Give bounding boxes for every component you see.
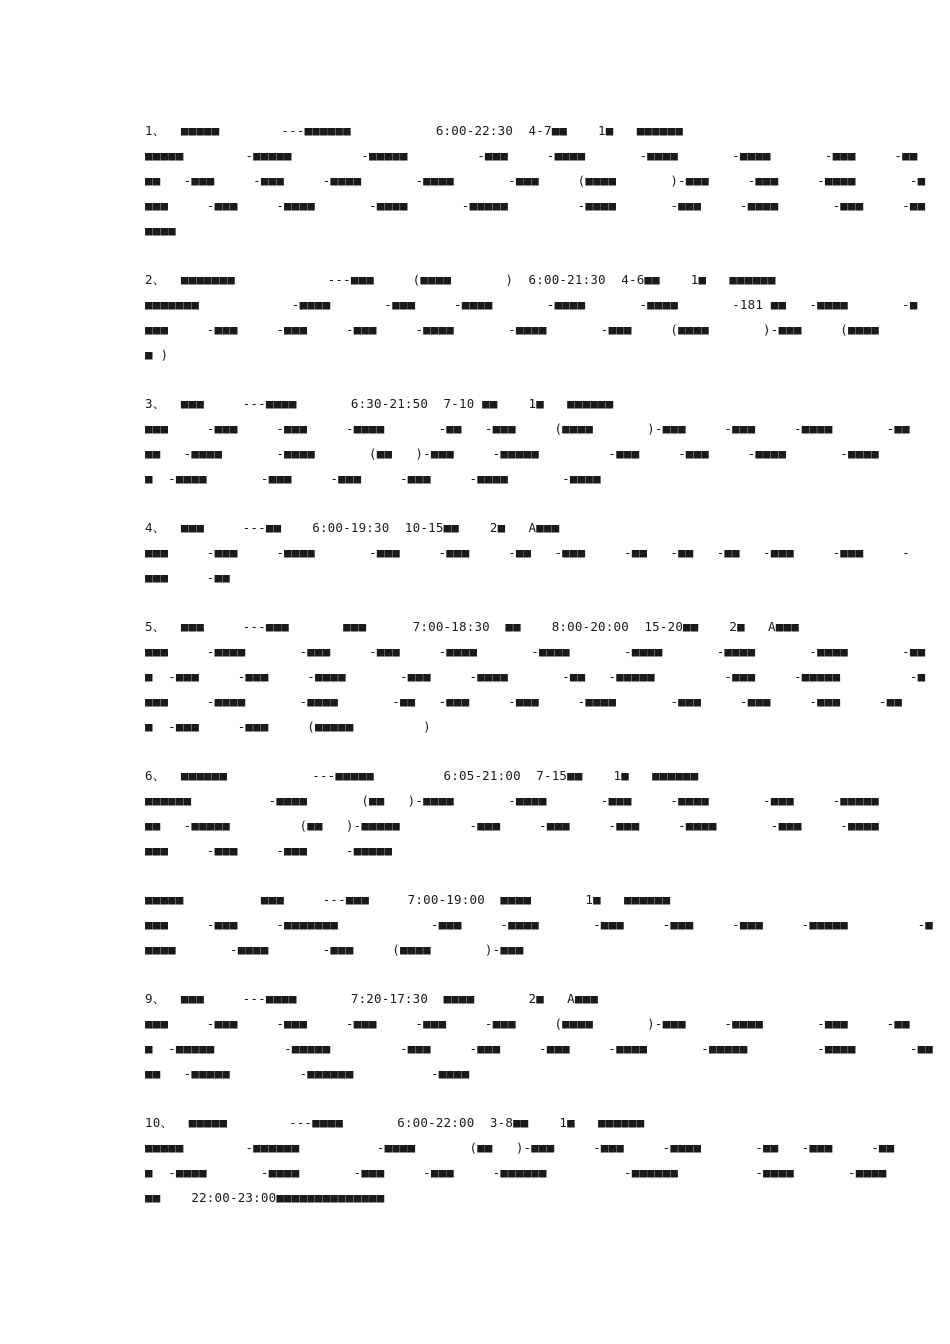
route-line: ■■■ -■■	[145, 570, 230, 585]
route-entry-1	[145, 118, 926, 243]
route-line: ■■■ -■■■ -■■■ -■■■■ -■■ -■■■ (■■■■ )-■■■ -■■■ -■■■■ -■■	[145, 421, 910, 436]
route-line: ■■■■■ ■■■ ---■■■ 7:00-19:00 ■■■■ 1■ ■■■■■■	[145, 892, 671, 907]
route-entry-7	[145, 887, 934, 962]
route-line: ■■ -■■■■ -■■■■ (■■ )-■■■ -■■■■■ -■■■ -■■■ -■■■■ -■■■■	[145, 446, 879, 461]
route-line: ■■ 22:00-23:00■■■■■■■■■■■■■■	[145, 1190, 385, 1205]
route-line: ■■ -■■■■■ -■■■■■■ -■■■■	[145, 1066, 470, 1081]
route-line: ■■■ -■■■ -■■■ -■■■ -■■■■ -■■■■ -■■■ (■■■■ )-■■■ (■■■■	[145, 322, 879, 337]
route-line: ■ )	[145, 347, 169, 362]
route-line: ■■■ -■■■■ -■■■ -■■■ -■■■■ -■■■■ -■■■■ -■■■■ -■■■■ -■■	[145, 644, 926, 659]
route-line: ■■ -■■■■■ (■■ )-■■■■■ -■■■ -■■■ -■■■ -■■■■ -■■■ -■■■■	[145, 818, 879, 833]
route-line: ■■■ -■■■ -■■■■ -■■■ -■■■ -■■ -■■■ -■■ -■■ -■■ -■■■ -■■■ -	[145, 545, 910, 560]
route-line: ■■■■■ -■■■■■ -■■■■■ -■■■ -■■■■ -■■■■ -■■■■ -■■■ -■■	[145, 148, 918, 163]
route-line: ■ -■■■■ -■■■■ -■■■ -■■■ -■■■■■■ -■■■■■■ -■■■■ -■■■■	[145, 1165, 887, 1180]
route-line: 1、 ■■■■■ ---■■■■■■ 6:00-22:30 4-7■■ 1■ ■■■■■■	[145, 123, 684, 138]
route-line: ■■■■■■ -■■■■ (■■ )-■■■■ -■■■■ -■■■ -■■■■ -■■■ -■■■■■	[145, 793, 879, 808]
route-line: ■■■ -■■■ -■■■ -■■■■■	[145, 843, 393, 858]
route-line: ■ -■■■■■ -■■■■■ -■■■ -■■■ -■■■ -■■■■ -■■■■■ -■■■■ -■■	[145, 1041, 934, 1056]
route-line: ■■■■ -■■■■ -■■■ (■■■■ )-■■■	[145, 942, 524, 957]
route-entry-4	[145, 515, 910, 590]
route-entry-5	[145, 614, 926, 739]
route-line: 3、 ■■■ ---■■■■ 6:30-21:50 7-10 ■■ 1■ ■■■■■■	[145, 396, 614, 411]
route-line: ■■■ -■■■ -■■■ -■■■ -■■■ -■■■ (■■■■ )-■■■ -■■■■ -■■■ -■■	[145, 1016, 910, 1031]
route-line: ■ -■■■■ -■■■ -■■■ -■■■ -■■■■ -■■■■	[145, 471, 601, 486]
route-line: ■■■■	[145, 223, 176, 238]
route-line: 4、 ■■■ ---■■ 6:00-19:30 10-15■■ 2■ A■■■	[145, 520, 560, 535]
route-line: 6、 ■■■■■■ ---■■■■■ 6:05-21:00 7-15■■ 1■ ■■■■■■	[145, 768, 699, 783]
route-entry-2	[145, 267, 918, 367]
document-body	[145, 118, 934, 1234]
route-line: ■■■ -■■■ -■■■■■■■ -■■■ -■■■■ -■■■ -■■■ -■■■ -■■■■■ -■	[145, 917, 934, 932]
route-line: 10、 ■■■■■ ---■■■■ 6:00-22:00 3-8■■ 1■ ■■■■■■	[145, 1115, 645, 1130]
route-line: ■■■ -■■■■ -■■■■ -■■ -■■■ -■■■ -■■■■ -■■■ -■■■ -■■■ -■■	[145, 694, 903, 709]
route-line: ■■■ -■■■ -■■■■ -■■■■ -■■■■■ -■■■■ -■■■ -■■■■ -■■■ -■■	[145, 198, 926, 213]
route-line: ■ -■■■ -■■■ -■■■■ -■■■ -■■■■ -■■ -■■■■■ -■■■ -■■■■■ -■	[145, 669, 926, 684]
route-line: ■■■■■ -■■■■■■ -■■■■ (■■ )-■■■ -■■■ -■■■■ -■■ -■■■ -■■	[145, 1140, 895, 1155]
route-entry-9	[145, 986, 934, 1086]
route-entry-10	[145, 1110, 895, 1210]
route-entry-3	[145, 391, 910, 491]
route-line: ■■■■■■■ -■■■■ -■■■ -■■■■ -■■■■ -■■■■ -181 ■■ -■■■■ -■	[145, 297, 918, 312]
route-line: 5、 ■■■ ---■■■ ■■■ 7:00-18:30 ■■ 8:00-20:00 15-20■■ 2■ A■■■	[145, 619, 799, 634]
route-entry-6	[145, 763, 879, 863]
route-line: 9、 ■■■ ---■■■■ 7:20-17:30 ■■■■ 2■ A■■■	[145, 991, 599, 1006]
route-line: ■ -■■■ -■■■ (■■■■■ )	[145, 719, 431, 734]
route-line: 2、 ■■■■■■■ ---■■■ (■■■■ ) 6:00-21:30 4-6■■ 1■ ■■■■■■	[145, 272, 776, 287]
route-line: ■■ -■■■ -■■■ -■■■■ -■■■■ -■■■ (■■■■ )-■■■ -■■■ -■■■■ -■	[145, 173, 926, 188]
